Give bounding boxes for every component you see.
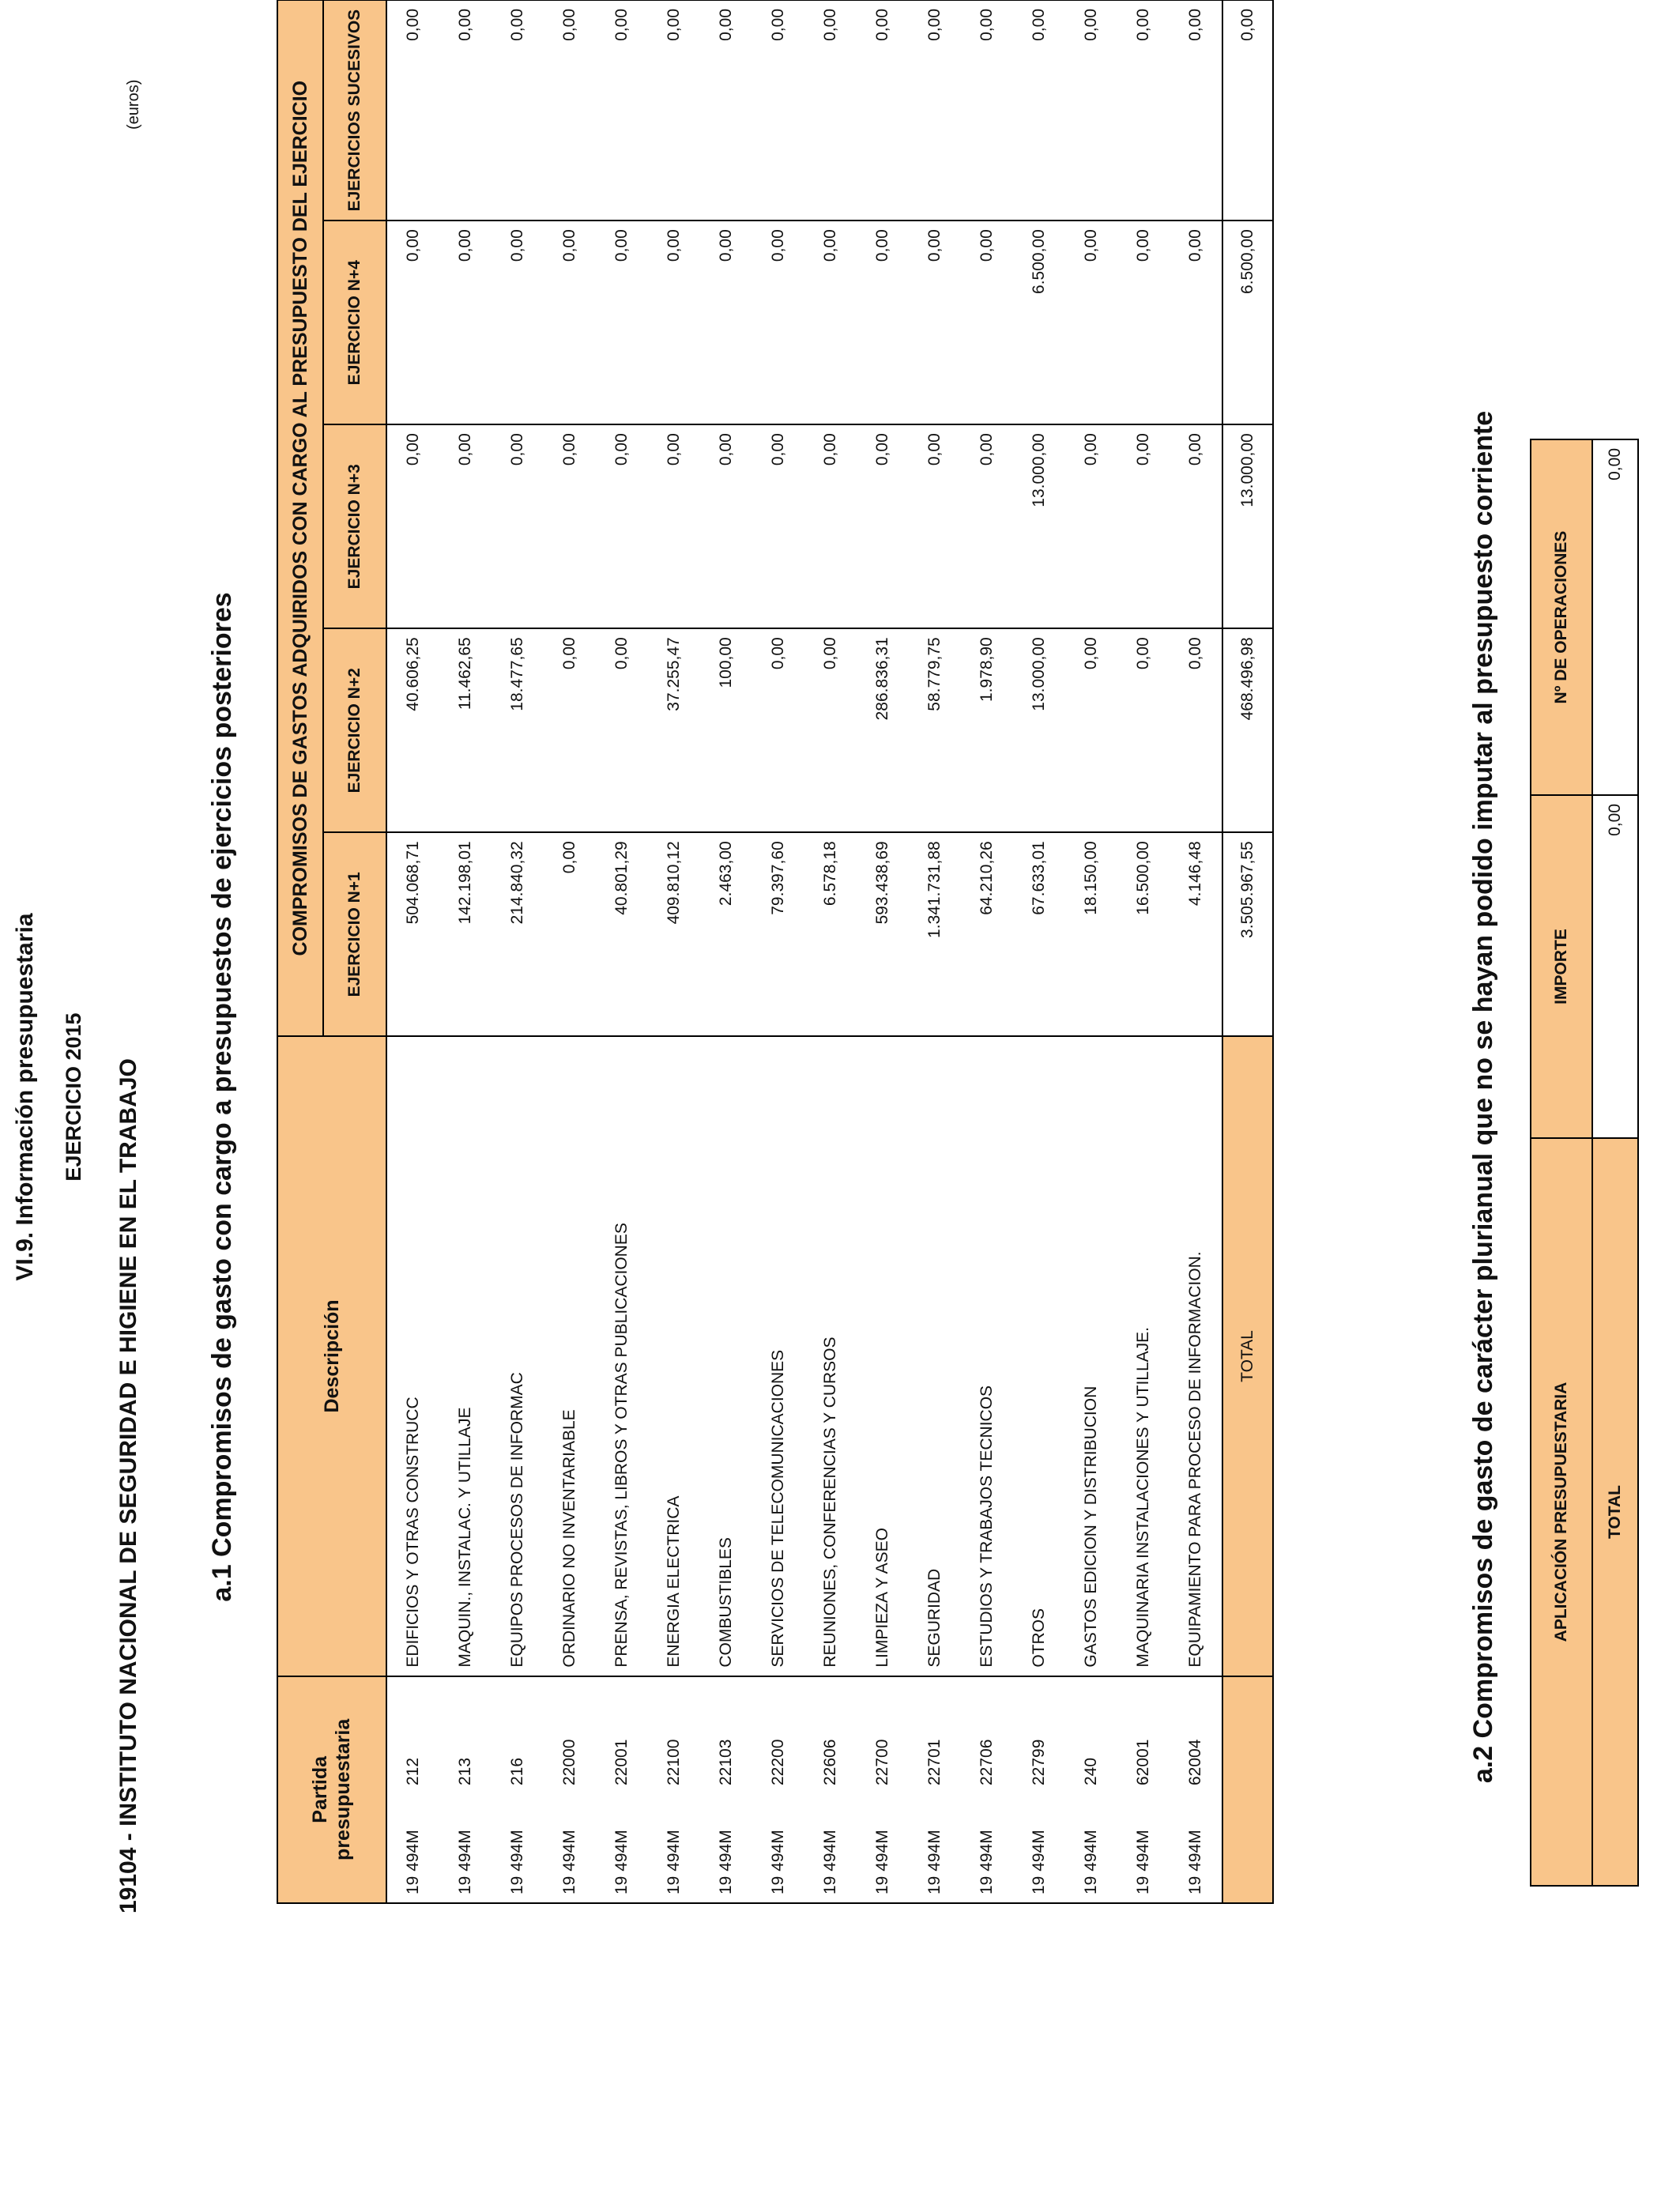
n1-cell: 6.578,18 xyxy=(804,832,857,1036)
n1-cell: 593.438,69 xyxy=(857,832,909,1036)
partida-cell xyxy=(909,1676,961,1903)
n1-cell: 2.463,00 xyxy=(700,832,752,1036)
col-header-descripcion: Descripción xyxy=(277,1036,386,1676)
partida-cell xyxy=(1065,1676,1117,1903)
n3-cell: 0,00 xyxy=(648,424,700,628)
n3-cell: 0,00 xyxy=(857,424,909,628)
table-row xyxy=(1117,0,1170,1903)
concept-code: 22200 xyxy=(769,1739,787,1785)
concept-code: 216 xyxy=(508,1757,526,1785)
concept-code: 62004 xyxy=(1186,1739,1204,1785)
concept-code: 240 xyxy=(1082,1757,1100,1785)
description-cell: MAQUINARIA INSTALACIONES Y UTILLAJE. xyxy=(1117,1036,1170,1676)
n1-cell: 4.146,48 xyxy=(1170,832,1222,1036)
total-label: TOTAL xyxy=(1222,1036,1273,1676)
n1-cell: 409.810,12 xyxy=(648,832,700,1036)
sucesivos-cell: 0,00 xyxy=(700,0,752,221)
sucesivos-cell: 0,00 xyxy=(804,0,857,221)
sucesivos-cell: 0,00 xyxy=(1170,0,1222,221)
concept-code: 62001 xyxy=(1134,1739,1152,1785)
sucesivos-cell: 0,00 xyxy=(439,0,492,221)
n3-cell: 0,00 xyxy=(544,424,596,628)
n2-cell: 0,00 xyxy=(1065,628,1117,832)
table-row xyxy=(909,0,961,1903)
commitments-table xyxy=(277,0,1274,1904)
n2-cell: 1.978,90 xyxy=(961,628,1013,832)
table-row xyxy=(439,0,492,1903)
commitments-body xyxy=(386,0,1222,1903)
table-row xyxy=(857,0,909,1903)
description-cell: REUNIONES, CONFERENCIAS Y CURSOS xyxy=(804,1036,857,1676)
description-cell: EDIFICIOS Y OTRAS CONSTRUCC xyxy=(386,1036,439,1676)
description-cell: ENERGIA ELECTRICA xyxy=(648,1036,700,1676)
plurianual-table xyxy=(1530,439,1639,1887)
section-code: 19 494M xyxy=(456,1830,474,1894)
n2-cell: 0,00 xyxy=(804,628,857,832)
partida-cell xyxy=(492,1676,544,1903)
n4-cell: 0,00 xyxy=(804,221,857,424)
table-row xyxy=(700,0,752,1903)
concept-code: 22001 xyxy=(612,1739,631,1785)
n4-cell: 0,00 xyxy=(1170,221,1222,424)
n4-cell: 0,00 xyxy=(909,221,961,424)
col-header-partida: Partida presupuestaria xyxy=(277,1676,386,1903)
sucesivos-cell: 0,00 xyxy=(386,0,439,221)
description-cell: EQUIPAMIENTO PARA PROCESO DE INFORMACION. xyxy=(1170,1036,1222,1676)
concept-code: 22103 xyxy=(717,1739,735,1785)
concept-code: 22701 xyxy=(925,1739,944,1785)
n3-cell: 0,00 xyxy=(804,424,857,628)
n3-cell: 13.000,00 xyxy=(1013,424,1065,628)
n3-cell: 0,00 xyxy=(1170,424,1222,628)
n2-cell: 40.606,25 xyxy=(386,628,439,832)
description-cell: SERVICIOS DE TELECOMUNICACIONES xyxy=(752,1036,804,1676)
n2-cell: 0,00 xyxy=(544,628,596,832)
n3-cell: 0,00 xyxy=(700,424,752,628)
n4-cell: 0,00 xyxy=(1065,221,1117,424)
sucesivos-cell: 0,00 xyxy=(909,0,961,221)
col-header-importe: IMPORTE xyxy=(1531,795,1592,1138)
table-row xyxy=(1065,0,1117,1903)
partida-cell xyxy=(804,1676,857,1903)
total-n3: 13.000,00 xyxy=(1222,424,1273,628)
concept-code: 22606 xyxy=(821,1739,839,1785)
year-title: EJERCICIO 2015 xyxy=(62,1012,85,1182)
concept-code: 22799 xyxy=(1030,1739,1048,1785)
n3-cell: 0,00 xyxy=(1117,424,1170,628)
description-cell: MAQUIN., INSTALAC. Y UTILLAJE xyxy=(439,1036,492,1676)
n2-cell: 37.255,47 xyxy=(648,628,700,832)
sucesivos-cell: 0,00 xyxy=(648,0,700,221)
n1-cell: 40.801,29 xyxy=(596,832,648,1036)
a2-total-row xyxy=(1592,439,1638,1886)
total-n2: 468.496,98 xyxy=(1222,628,1273,832)
total-n4: 6.500,00 xyxy=(1222,221,1273,424)
n1-cell: 504.068,71 xyxy=(386,832,439,1036)
description-cell: SEGURIDAD xyxy=(909,1036,961,1676)
institution-title: 19104 - INSTITUTO NACIONAL DE SEGURIDAD E HIGIENE EN EL TRABAJO xyxy=(115,1058,141,1913)
partida-cell xyxy=(1117,1676,1170,1903)
sucesivos-cell: 0,00 xyxy=(857,0,909,221)
table-row xyxy=(961,0,1013,1903)
section-code: 19 494M xyxy=(821,1830,839,1894)
sucesivos-cell: 0,00 xyxy=(961,0,1013,221)
section-code: 19 494M xyxy=(508,1830,526,1894)
partida-cell xyxy=(961,1676,1013,1903)
a2-total-operaciones: 0,00 xyxy=(1592,439,1638,795)
a2-total-label: TOTAL xyxy=(1592,1138,1638,1886)
table-row xyxy=(544,0,596,1903)
n4-cell: 0,00 xyxy=(386,221,439,424)
col-header-operaciones: Nº DE OPERACIONES xyxy=(1531,439,1592,795)
table-row xyxy=(492,0,544,1903)
concept-code: 212 xyxy=(404,1757,422,1785)
n1-cell: 18.150,00 xyxy=(1065,832,1117,1036)
n3-cell: 0,00 xyxy=(439,424,492,628)
n3-cell: 0,00 xyxy=(596,424,648,628)
n4-cell: 0,00 xyxy=(857,221,909,424)
n1-cell: 1.341.731,88 xyxy=(909,832,961,1036)
n1-cell: 67.633,01 xyxy=(1013,832,1065,1036)
n2-cell: 13.000,00 xyxy=(1013,628,1065,832)
partida-cell xyxy=(648,1676,700,1903)
n4-cell: 0,00 xyxy=(439,221,492,424)
sucesivos-cell: 0,00 xyxy=(752,0,804,221)
n2-cell: 286.836,31 xyxy=(857,628,909,832)
section-title: VI.9. Información presupuestaria xyxy=(12,913,38,1281)
section-code: 19 494M xyxy=(1186,1830,1204,1894)
section-code: 19 494M xyxy=(404,1830,422,1894)
n1-cell: 79.397,60 xyxy=(752,832,804,1036)
col-header-n3: EJERCICIO N+3 xyxy=(323,424,386,628)
n2-cell: 100,00 xyxy=(700,628,752,832)
n4-cell: 0,00 xyxy=(596,221,648,424)
sucesivos-cell: 0,00 xyxy=(1013,0,1065,221)
partida-cell xyxy=(596,1676,648,1903)
n1-cell: 64.210,26 xyxy=(961,832,1013,1036)
partida-cell xyxy=(752,1676,804,1903)
description-cell: ORDINARIO NO INVENTARIABLE xyxy=(544,1036,596,1676)
concept-code: 22700 xyxy=(873,1739,891,1785)
a1-title: a.1 Compromisos de gasto con cargo a presupuestos de ejercicios posteriores xyxy=(207,592,237,1602)
n1-cell: 0,00 xyxy=(544,832,596,1036)
section-code: 19 494M xyxy=(1030,1830,1048,1894)
concept-code: 22100 xyxy=(665,1739,683,1785)
n4-cell: 6.500,00 xyxy=(1013,221,1065,424)
n2-cell: 0,00 xyxy=(1170,628,1222,832)
n3-cell: 0,00 xyxy=(961,424,1013,628)
n4-cell: 0,00 xyxy=(700,221,752,424)
description-cell: OTROS xyxy=(1013,1036,1065,1676)
table-row xyxy=(1013,0,1065,1903)
col-header-n2: EJERCICIO N+2 xyxy=(323,628,386,832)
col-header-sucesivos: EJERCICIOS SUCESIVOS xyxy=(323,0,386,221)
description-cell: GASTOS EDICION Y DISTRIBUCION xyxy=(1065,1036,1117,1676)
n3-cell: 0,00 xyxy=(1065,424,1117,628)
table-row xyxy=(752,0,804,1903)
n4-cell: 0,00 xyxy=(544,221,596,424)
units-label: (euros) xyxy=(125,79,142,130)
n4-cell: 0,00 xyxy=(961,221,1013,424)
col-header-aplicacion: APLICACIÓN PRESUPUESTARIA xyxy=(1531,1138,1592,1886)
partida-cell xyxy=(700,1676,752,1903)
n4-cell: 0,00 xyxy=(648,221,700,424)
sucesivos-cell: 0,00 xyxy=(1065,0,1117,221)
n2-cell: 0,00 xyxy=(596,628,648,832)
description-cell: EQUIPOS PROCESOS DE INFORMAC xyxy=(492,1036,544,1676)
table-row xyxy=(386,0,439,1903)
concept-code: 22706 xyxy=(977,1739,996,1785)
group-header: COMPROMISOS DE GASTOS ADQUIRIDOS CON CARGO AL PRESUPUESTO DEL EJERCICIO xyxy=(277,0,323,1036)
n4-cell: 0,00 xyxy=(1117,221,1170,424)
partida-cell xyxy=(386,1676,439,1903)
n2-cell: 58.779,75 xyxy=(909,628,961,832)
total-sucesivos: 0,00 xyxy=(1222,0,1273,221)
table-row xyxy=(596,0,648,1903)
n2-cell: 0,00 xyxy=(752,628,804,832)
partida-cell xyxy=(1013,1676,1065,1903)
partida-cell xyxy=(1170,1676,1222,1903)
total-row xyxy=(1222,0,1273,1903)
section-code: 19 494M xyxy=(1082,1830,1100,1894)
table-row xyxy=(648,0,700,1903)
n1-cell: 142.198,01 xyxy=(439,832,492,1036)
col-header-n4: EJERCICIO N+4 xyxy=(323,221,386,424)
section-code: 19 494M xyxy=(873,1830,891,1894)
description-cell: COMBUSTIBLES xyxy=(700,1036,752,1676)
table-row xyxy=(1170,0,1222,1903)
sucesivos-cell: 0,00 xyxy=(492,0,544,221)
partida-cell xyxy=(544,1676,596,1903)
n1-cell: 16.500,00 xyxy=(1117,832,1170,1036)
n2-cell: 18.477,65 xyxy=(492,628,544,832)
concept-code: 213 xyxy=(456,1757,474,1785)
sucesivos-cell: 0,00 xyxy=(1117,0,1170,221)
section-code: 19 494M xyxy=(925,1830,944,1894)
description-cell: ESTUDIOS Y TRABAJOS TECNICOS xyxy=(961,1036,1013,1676)
n2-cell: 0,00 xyxy=(1117,628,1170,832)
a2-total-importe: 0,00 xyxy=(1592,795,1638,1138)
sucesivos-cell: 0,00 xyxy=(544,0,596,221)
section-code: 19 494M xyxy=(612,1830,631,1894)
n4-cell: 0,00 xyxy=(492,221,544,424)
section-code: 19 494M xyxy=(665,1830,683,1894)
description-cell: LIMPIEZA Y ASEO xyxy=(857,1036,909,1676)
n1-cell: 214.840,32 xyxy=(492,832,544,1036)
n3-cell: 0,00 xyxy=(909,424,961,628)
sucesivos-cell: 0,00 xyxy=(596,0,648,221)
col-header-n1: EJERCICIO N+1 xyxy=(323,832,386,1036)
n3-cell: 0,00 xyxy=(752,424,804,628)
section-code: 19 494M xyxy=(717,1830,735,1894)
concept-code: 22000 xyxy=(560,1739,578,1785)
partida-cell xyxy=(439,1676,492,1903)
section-code: 19 494M xyxy=(769,1830,787,1894)
total-n1: 3.505.967,55 xyxy=(1222,832,1273,1036)
partida-cell xyxy=(857,1676,909,1903)
n2-cell: 11.462,65 xyxy=(439,628,492,832)
n4-cell: 0,00 xyxy=(752,221,804,424)
section-code: 19 494M xyxy=(560,1830,578,1894)
n3-cell: 0,00 xyxy=(386,424,439,628)
section-code: 19 494M xyxy=(1134,1830,1152,1894)
description-cell: PRENSA, REVISTAS, LIBROS Y OTRAS PUBLICACIONES xyxy=(596,1036,648,1676)
n3-cell: 0,00 xyxy=(492,424,544,628)
section-code: 19 494M xyxy=(977,1830,996,1894)
table-row xyxy=(804,0,857,1903)
total-spacer xyxy=(1222,1676,1273,1903)
a2-title: a.2 Compromisos de gasto de carácter plurianual que no se hayan podido imputar al presupuesto corriente xyxy=(1468,410,1498,1784)
